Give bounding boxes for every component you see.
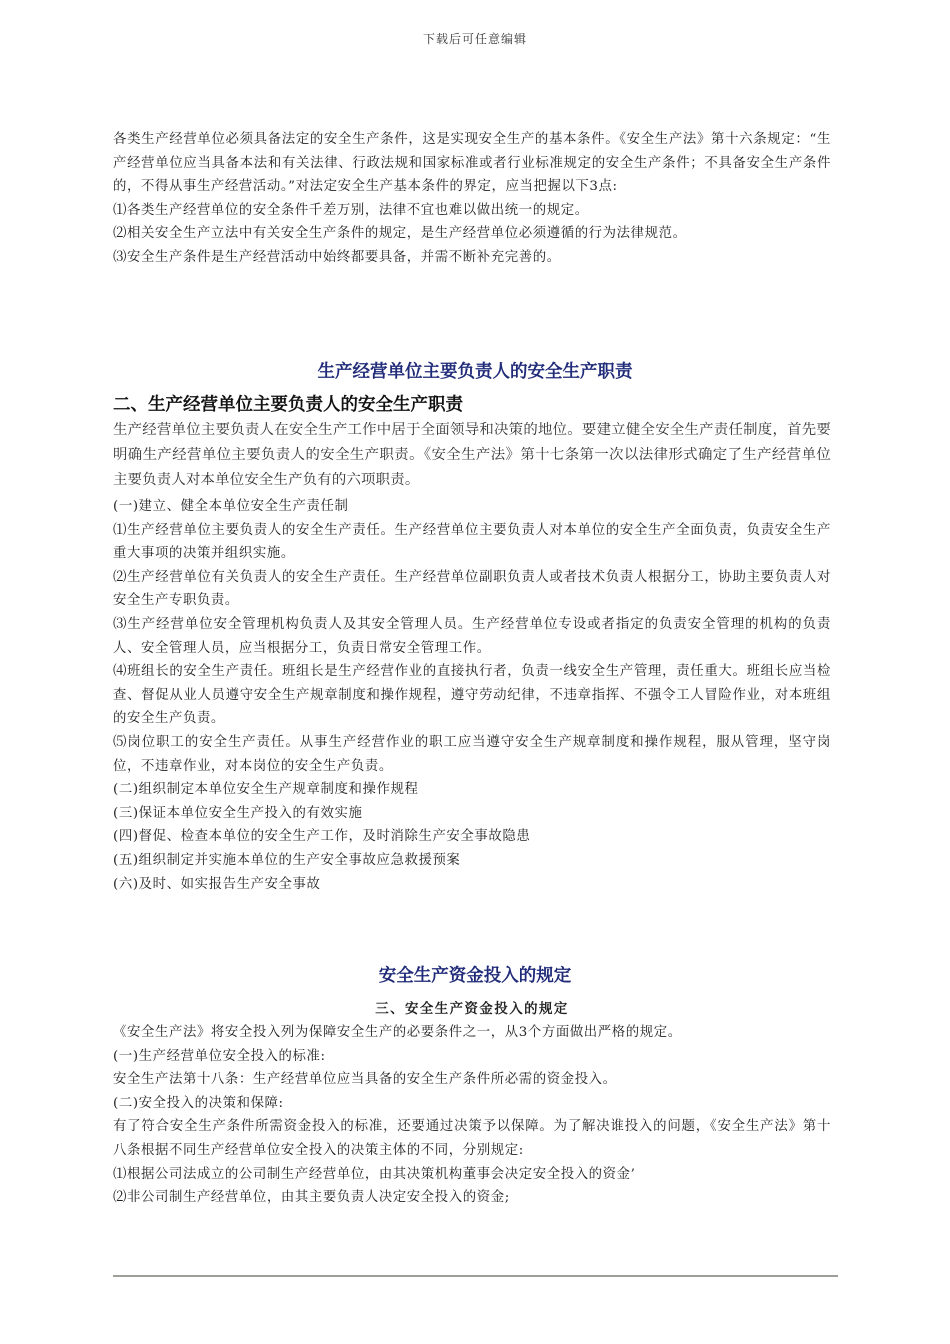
funding-line-2: (一)生产经营单位安全投入的标准: bbox=[113, 1048, 326, 1064]
section1-intro-paragraph: 各类生产经营单位必须具备法定的安全生产条件，这是实现安全生产的基本条件。《安全生产法》第十六条规定：“生产经营单位应当具备本法和有关法律、行政法规和国家标准或者行业标准规定的安全生产条件；不具备安全生产条件的，不得从事生产经营活动。”对法定安全生产基本条件的界定，应当把握以下3点: bbox=[113, 132, 831, 195]
section1-point-1: ⑴各类生产经营单位的安全条件千差万别，法律不宜也难以做出统一的规定。 bbox=[113, 202, 589, 218]
section2-title: 生产经营单位主要负责人的安全生产职责 bbox=[317, 362, 633, 382]
duty-item-6: (六)及时、如实报告生产安全事故 bbox=[113, 876, 321, 892]
funding-line-3: 安全生产法第十八条：生产经营单位应当具备的安全生产条件所必需的资金投入。 bbox=[113, 1072, 617, 1088]
duty-subitem-4: ⑷班组长的安全生产责任。班组长是生产经营作业的直接执行者，负责一线安全生产管理，责任重大。班组长应当检查、督促从业人员遵守安全生产规章制度和操作规程，遵守劳动纪律，不违章指挥、不强令工人冒险作业，对本班组的安全生产负责。 bbox=[113, 664, 831, 727]
funding-line-1: 《安全生产法》将安全投入列为保障安全生产的必要条件之一，从3个方面做出严格的规定。 bbox=[113, 1025, 682, 1040]
funding-rule-1: ⑴根据公司法成立的公司制生产经营单位，由其决策机构董事会决定安全投入的资金’ bbox=[113, 1166, 636, 1182]
funding-rule-2: ⑵非公司制生产经营单位，由其主要负责人决定安全投入的资金; bbox=[113, 1190, 510, 1206]
duty-subitem-2: ⑵生产经营单位有关负责人的安全生产责任。生产经营单位副职负责人或者技术负责人根据分工，协助主要负责人对安全生产专职负责。 bbox=[113, 569, 831, 609]
duty-subitem-1: ⑴生产经营单位主要负责人的安全生产责任。生产经营单位主要负责人对本单位的安全生产全面负责，负责安全生产重大事项的决策并组织实施。 bbox=[113, 522, 831, 562]
duty-item-1: (一)建立、健全本单位安全生产责任制 bbox=[113, 499, 349, 514]
section-principal-duties bbox=[113, 392, 831, 896]
funding-decision-paragraph: 有了符合安全生产条件所需资金投入的标准，还要通过决策予以保障。为了解决谁投入的问题，《安全生产法》第十八条根据不同生产经营单位安全投入的决策主体的不同，分别规定: bbox=[113, 1119, 831, 1158]
duty-item-5: (五)组织制定并实施本单位的生产安全事故应急救援预案 bbox=[113, 852, 461, 868]
funding-line-4: (二)安全投入的决策和保障: bbox=[113, 1095, 284, 1111]
duty-subitem-5: ⑸岗位职工的安全生产责任。从事生产经营作业的职工应当遵守安全生产规章制度和操作规程，服从管理，坚守岗位，不违章作业，对本岗位的安全生产负责。 bbox=[113, 734, 831, 774]
section2-subheading: 二、生产经营单位主要负责人的安全生产职责 bbox=[113, 395, 463, 415]
duty-item-4: (四)督促、检查本单位的安全生产工作，及时消除生产安全事故隐患 bbox=[113, 829, 531, 845]
section-legal-conditions bbox=[113, 128, 831, 270]
duty-item-2: (二)组织制定本单位安全生产规章制度和操作规程 bbox=[113, 782, 419, 798]
section3-subheading: 三、安全生产资金投入的规定 bbox=[375, 1001, 569, 1017]
section3-title: 安全生产资金投入的规定 bbox=[378, 966, 572, 986]
section1-point-2: ⑵相关安全生产立法中有关安全生产条件的规定，是生产经营单位必须遵循的行为法律规范。 bbox=[113, 226, 687, 242]
section2-intro-paragraph: 生产经营单位主要负责人在安全生产工作中居于全面领导和决策的地位。要建立健全安全生产责任制度，首先要明确生产经营单位主要负责人的安全生产职责。《安全生产法》第十七条第一次以法律形式确定了生产经营单位主要负责人对本单位安全生产负有的六项职责。 bbox=[113, 422, 831, 488]
duty-subitem-3: ⑶生产经营单位安全管理机构负责人及其安全管理人员。生产经营单位专设或者指定的负责安全管理的机构的负责人、安全管理人员，应当根据分工，负责日常安全管理工作。 bbox=[113, 616, 831, 656]
duty-item-3: (三)保证本单位安全生产投入的有效实施 bbox=[113, 805, 363, 821]
page-header-note: 下载后可任意编辑 bbox=[422, 32, 527, 46]
section-funding-investment bbox=[113, 998, 831, 1210]
footer-divider bbox=[113, 1275, 838, 1277]
section1-point-3: ⑶安全生产条件是生产经营活动中始终都要具备，并需不断补充完善的。 bbox=[113, 249, 561, 265]
